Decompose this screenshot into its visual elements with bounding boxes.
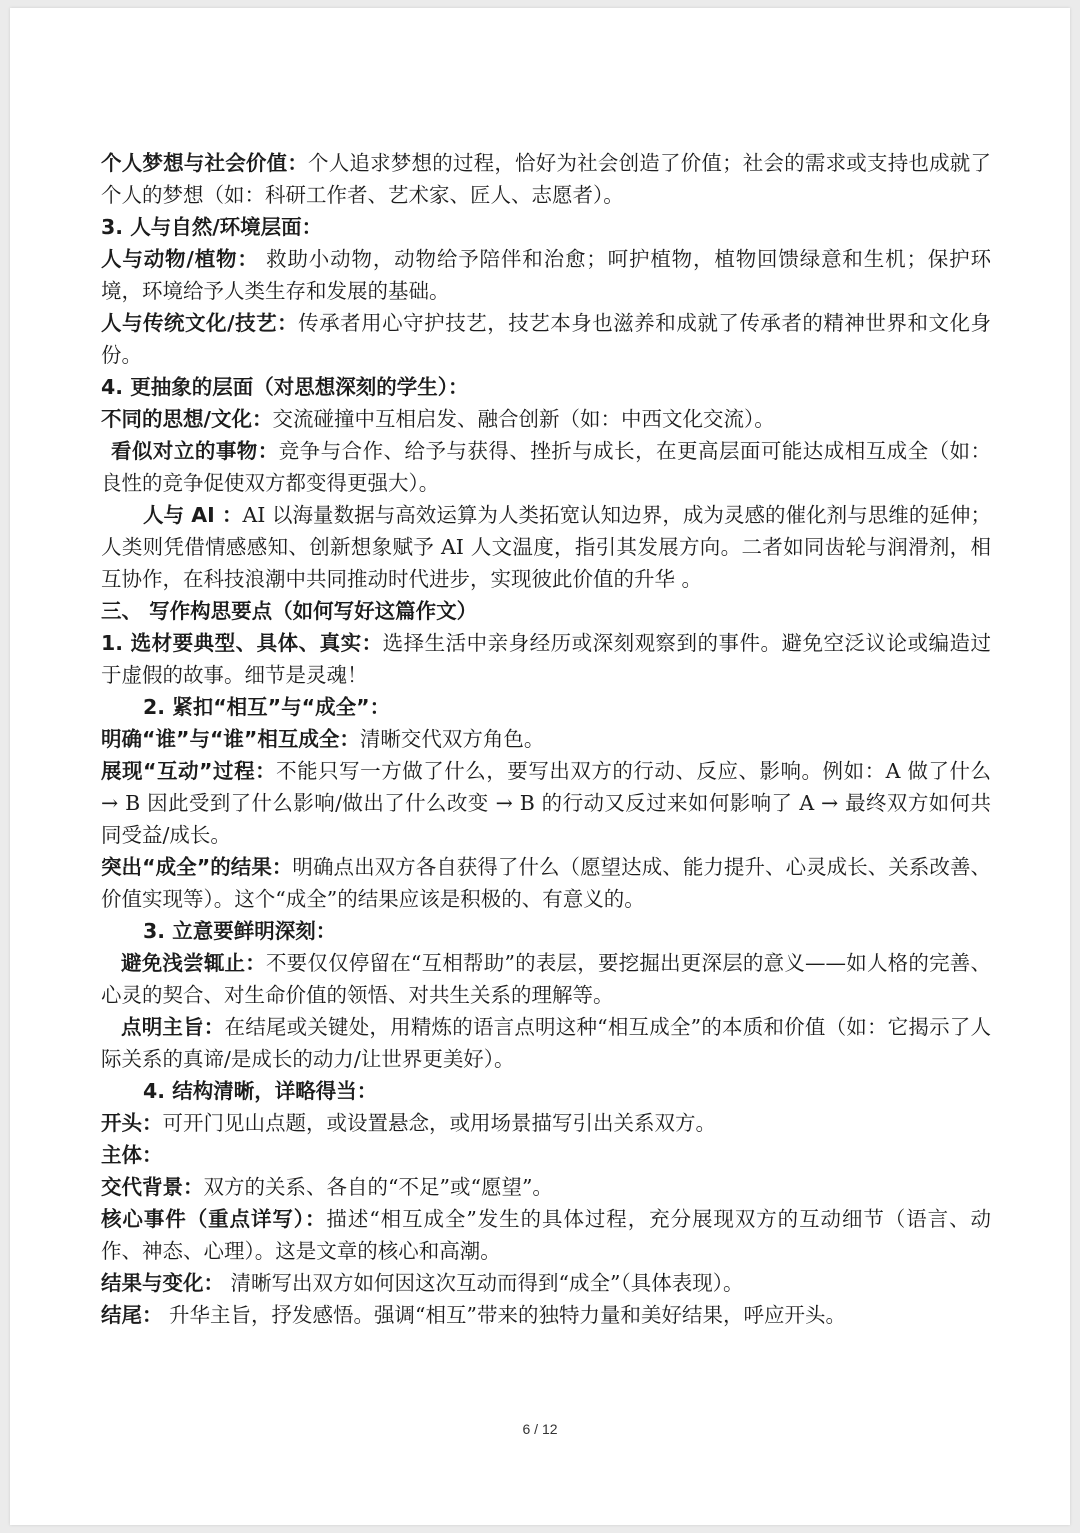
heading-point-3: 3. 立意要鲜明深刻：	[143, 919, 337, 943]
term-label: 突出“成全”的结果：	[101, 855, 293, 879]
paragraph-point-theme	[101, 1011, 991, 1075]
term-label: 结尾：	[101, 1303, 163, 1327]
paragraph-opening	[101, 1107, 991, 1139]
term-text: 描述“相互成全”发生的具体过程，充分展现双方的互动细节（语言、动作、神态、心理）。这是文章的核心和高潮。	[101, 1207, 991, 1263]
term-label: 结果与变化：	[101, 1271, 224, 1295]
term-label: 展现“互动”过程：	[101, 759, 277, 783]
term-text: 不能只写一方做了什么，要写出双方的行动、反应、影响。例如：A 做了什么 → B 因此受到了什么影响/做出了什么改变 → B 的行动又反过来如何影响了 A → 最终双方如何共同受益/成长。	[101, 759, 991, 847]
term-label: 核心事件（重点详写）：	[101, 1207, 327, 1231]
term-text: 明确点出双方各自获得了什么（愿望达成、能力提升、心灵成长、关系改善、价值实现等）。这个“成全”的结果应该是积极的、有意义的。	[101, 855, 991, 911]
term-text: 清晰交代双方角色。	[359, 727, 545, 751]
term-text: 个人追求梦想的过程，恰好为社会创造了价值；社会的需求或支持也成就了个人的梦想（如：科研工作者、艺术家、匠人、志愿者）。	[101, 151, 992, 207]
term-text: 选择生活中亲身经历或深刻观察到的事件。避免空泛议论或编造过于虚假的故事。细节是灵魂！	[101, 631, 991, 687]
term-text: 升华主旨，抒发感悟。强调“相互”带来的独特力量和美好结果，呼应开头。	[162, 1303, 846, 1327]
paragraph-ending	[101, 1299, 991, 1331]
term-label: 人与动物/植物：	[101, 247, 259, 271]
term-text: 可开门见山点题，或设置悬念，或用场景描写引出关系双方。	[162, 1111, 716, 1135]
term-label: 人与传统文化/技艺：	[101, 311, 299, 335]
term-label: 开头：	[101, 1111, 163, 1135]
term-label: 1. 选材要典型、具体、真实：	[101, 631, 383, 655]
term-label: 明确“谁”与“谁”相互成全：	[101, 727, 360, 751]
term-text: 交流碰撞中互相启发、融合创新（如：中西文化交流）。	[272, 407, 775, 431]
term-label: 人与 AI ：	[143, 503, 243, 527]
heading-nature-level: 3. 人与自然/环境层面：	[101, 215, 323, 239]
paragraph-tradition	[101, 307, 991, 371]
term-text: 不要仅仅停留在“互相帮助”的表层，要挖掘出更深层的意义——如人格的完善、心灵的契合、对生命价值的领悟、对共生关系的理解等。	[101, 951, 992, 1007]
heading-point-4: 4. 结构清晰，详略得当：	[143, 1079, 378, 1103]
heading-point-2: 2. 紧扣“相互”与“成全”：	[143, 695, 391, 719]
term-text: AI 以海量数据与高效运算为人类拓宽认知边界，成为灵感的催化剂与思维的延伸；人类则凭借情感感知、创新想象赋予 AI 人文温度，指引其发展方向。二者如同齿轮与润滑剂，相互协作，在科技浪潮中共同推动时代进步，实现彼此价值的升华 。	[101, 503, 991, 591]
term-text: 清晰写出双方如何因这次互动而得到“成全”（具体表现）。	[224, 1271, 744, 1295]
paragraph-avoid-shallow	[101, 947, 991, 1011]
paragraph-thoughts	[101, 403, 991, 435]
body-label: 主体：	[101, 1143, 163, 1167]
paragraph-animals-plants	[101, 243, 991, 307]
term-text: 传承者用心守护技艺，技艺本身也滋养和成就了传承者的精神世界和文化身份。	[101, 311, 991, 367]
term-text: 双方的关系、各自的“不足”或“愿望”。	[203, 1175, 553, 1199]
page-content	[101, 147, 991, 1331]
paragraph-background	[101, 1171, 991, 1203]
document-page	[10, 8, 1070, 1525]
paragraph-opposites	[101, 435, 991, 499]
paragraph-clarify-who	[101, 723, 991, 755]
paragraph-result-change	[101, 1267, 991, 1299]
paragraph-show-interaction	[101, 755, 991, 851]
paragraph-point-1	[101, 627, 991, 691]
term-text: 在结尾或关键处，用精炼的语言点明这种“相互成全”的本质和价值（如：它揭示了人际关系的真谛/是成长的动力/让世界更美好）。	[101, 1015, 991, 1071]
paragraph-core-event	[101, 1203, 991, 1267]
term-text: 竞争与合作、给予与获得、挫折与成长，在更高层面可能达成相互成全（如：良性的竞争促使双方都变得更强大）。	[101, 439, 992, 495]
term-label: 点明主旨：	[121, 1015, 225, 1039]
page-number: 6 / 12	[522, 1421, 558, 1437]
paragraph-highlight-result	[101, 851, 991, 915]
term-label: 交代背景：	[101, 1175, 204, 1199]
section-three-title: 三、 写作构思要点（如何写好这篇作文）	[101, 599, 478, 623]
heading-abstract-level: 4. 更抽象的层面（对思想深刻的学生）：	[101, 375, 469, 399]
term-label: 避免浅尝辄止：	[121, 951, 266, 975]
term-text: 救助小动物，动物给予陪伴和治愈；呵护植物，植物回馈绿意和生机；保护环境，环境给予人类生存和发展的基础。	[101, 247, 991, 303]
paragraph-ai	[101, 499, 991, 595]
term-label: 看似对立的事物：	[111, 439, 279, 463]
term-label: 不同的思想/文化：	[101, 407, 273, 431]
paragraph-individual-society	[101, 147, 991, 211]
term-label: 个人梦想与社会价值：	[101, 151, 309, 175]
